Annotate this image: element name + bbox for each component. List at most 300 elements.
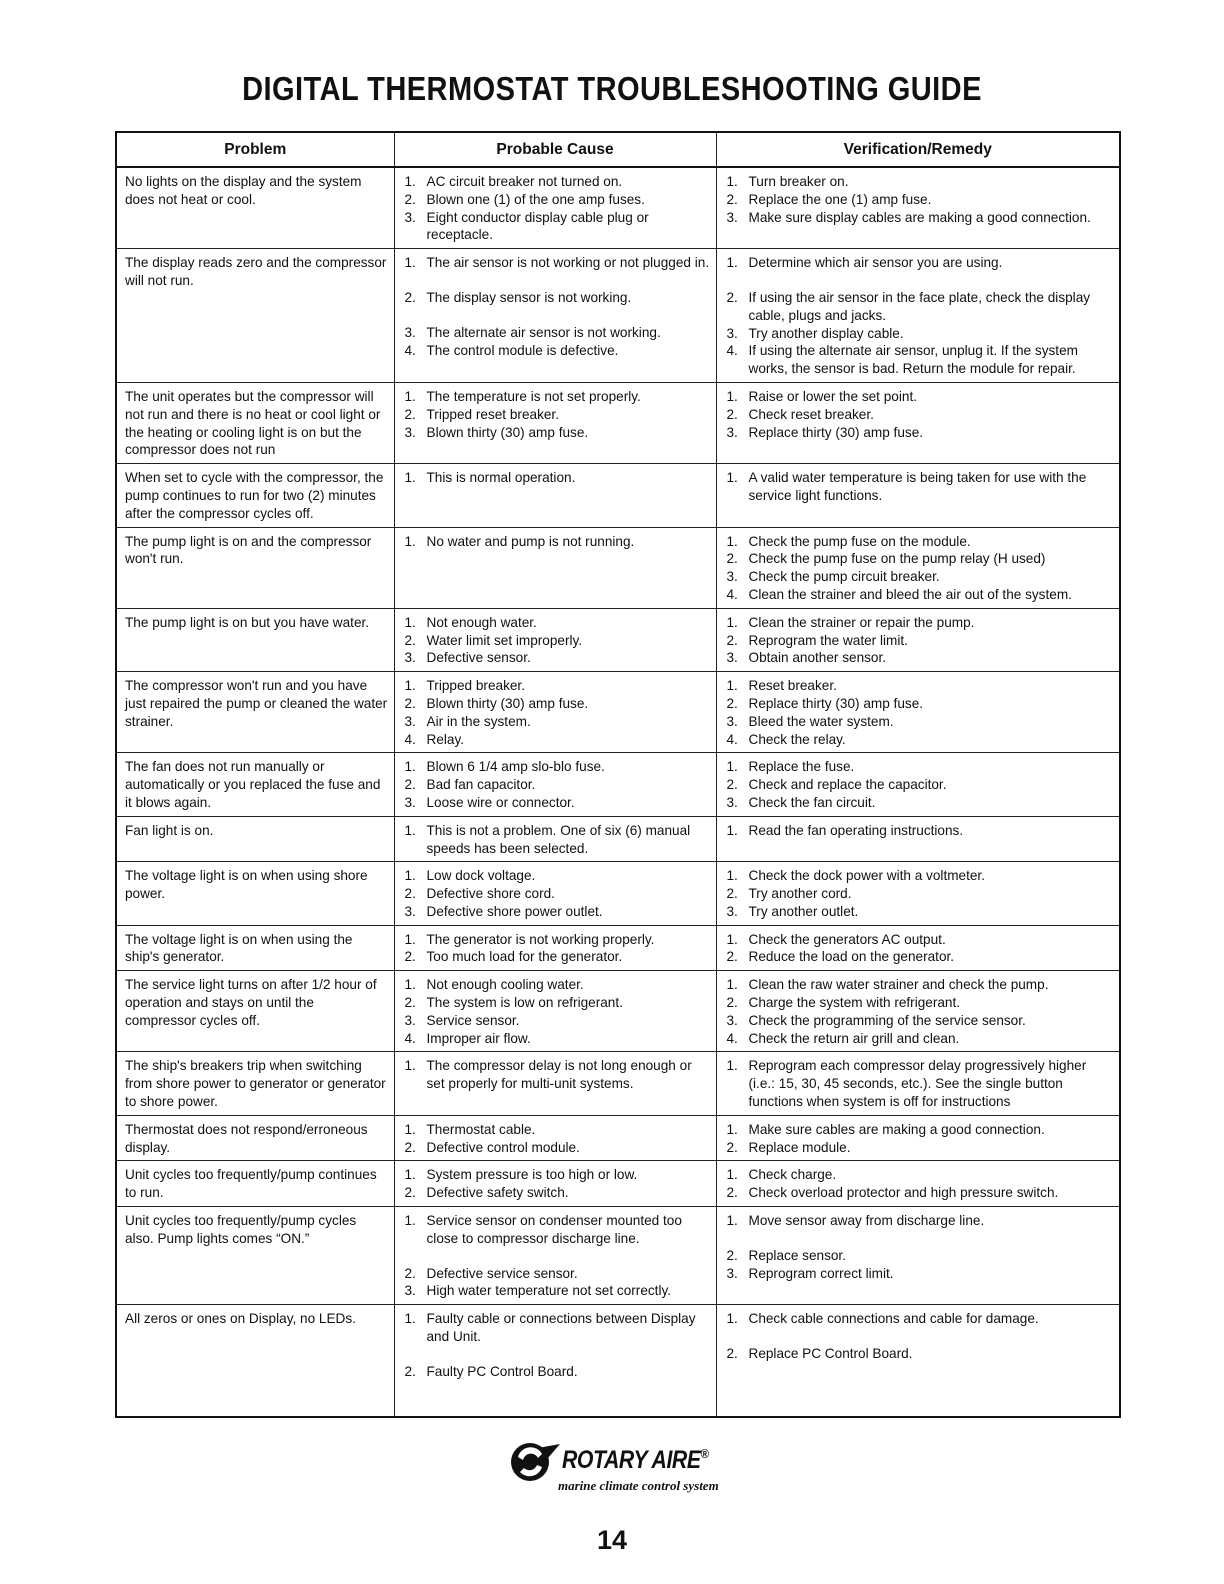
cause-cell — [394, 1115, 716, 1161]
item-number: 1. — [726, 931, 738, 947]
list-item — [725, 1057, 1114, 1110]
item-number: 3. — [726, 903, 738, 919]
list-item — [725, 325, 1114, 343]
remedy-cell — [716, 1052, 1120, 1115]
cause-cell — [394, 527, 716, 608]
cause-list — [403, 254, 710, 359]
list-item — [403, 867, 710, 885]
logo-emblem-icon — [508, 1438, 564, 1488]
item-number: 2. — [726, 695, 738, 711]
list-item — [403, 254, 710, 272]
page-number: 14 — [596, 1525, 628, 1555]
list-item — [725, 903, 1114, 921]
item-text: The compressor delay is not long enough or set properly for multi-unit systems. — [426, 1058, 692, 1092]
cause-list — [403, 533, 710, 551]
item-number: 1. — [404, 759, 416, 775]
remedy-list — [725, 1310, 1114, 1363]
item-number: 2. — [726, 1247, 738, 1263]
item-text: The temperature is not set properly. — [426, 388, 641, 404]
list-item — [403, 614, 710, 632]
cause-cell — [394, 1305, 716, 1417]
item-number: 3. — [726, 650, 738, 666]
item-number: 1. — [404, 388, 416, 404]
list-item — [403, 776, 710, 794]
cause-cell — [394, 167, 716, 249]
item-text: Not enough cooling water. — [426, 977, 584, 993]
item-number: 1. — [726, 1311, 738, 1327]
cause-cell — [394, 608, 716, 671]
item-text: Blown thirty (30) amp fuse. — [426, 695, 589, 711]
item-text: The system is low on refrigerant. — [426, 995, 623, 1011]
item-number: 2. — [404, 777, 416, 793]
item-number: 2. — [404, 1139, 416, 1155]
item-text: Faulty cable or connections between Display and Unit. — [426, 1311, 696, 1345]
item-number: 1. — [726, 759, 738, 775]
list-item — [403, 406, 710, 424]
item-text: Water limit set improperly. — [426, 632, 583, 648]
remedy-list — [725, 388, 1114, 441]
item-text: Reset breaker. — [748, 678, 837, 694]
rotary-aire-logo — [508, 1432, 748, 1500]
item-number: 1. — [726, 174, 738, 189]
item-text: Check charge. — [748, 1167, 837, 1183]
cause-list — [403, 867, 710, 920]
item-number: 1. — [726, 614, 738, 630]
list-item — [403, 209, 710, 245]
cause-cell — [394, 382, 716, 463]
item-number: 2. — [726, 191, 738, 207]
item-number: 2. — [404, 1265, 416, 1281]
item-text: Reduce the load on the generator. — [748, 949, 955, 965]
item-number: 2. — [726, 406, 738, 422]
item-number: 1. — [404, 931, 416, 947]
remedy-cell — [716, 925, 1120, 971]
list-item — [403, 1265, 710, 1283]
item-text: A valid water temperature is being taken for use with the service light functions. — [748, 470, 1087, 503]
item-number: 3. — [404, 650, 416, 666]
remedy-cell — [716, 672, 1120, 753]
remedy-cell — [716, 816, 1120, 862]
item-number: 1. — [726, 1058, 738, 1074]
item-number: 3. — [404, 1283, 416, 1299]
item-text: Make sure display cables are making a good connection. — [748, 209, 1091, 225]
item-number: 2. — [726, 289, 738, 305]
item-text: Determine which air sensor you are using. — [748, 255, 1003, 271]
list-item — [725, 1184, 1114, 1202]
item-number: 1. — [404, 174, 416, 189]
list-item — [725, 649, 1114, 667]
item-text: Reprogram each compressor delay progressively higher (i.e.: 15, 30, 45 seconds, etc.). See the single button functions when system is off for instructions — [748, 1058, 1087, 1110]
item-text: Check the pump fuse on the module. — [748, 533, 971, 549]
item-number: 1. — [726, 678, 738, 694]
cause-list — [403, 388, 710, 441]
item-number: 3. — [726, 1265, 738, 1281]
item-text: Replace sensor. — [748, 1247, 846, 1263]
item-number: 3. — [404, 713, 416, 729]
item-number: 1. — [404, 470, 416, 486]
list-item — [725, 173, 1114, 191]
item-text: Blown one (1) of the one amp fuses. — [426, 191, 645, 207]
list-item — [403, 1363, 710, 1381]
list-item — [403, 948, 710, 966]
item-text: Clean the raw water strainer and check the pump. — [748, 977, 1049, 993]
cause-list — [403, 614, 710, 667]
list-item — [403, 1166, 710, 1184]
list-item — [403, 469, 710, 487]
cause-list — [403, 976, 710, 1047]
table-row — [116, 608, 1120, 671]
list-item — [403, 713, 710, 731]
cause-cell — [394, 816, 716, 862]
list-item — [725, 254, 1114, 272]
item-number: 1. — [726, 470, 738, 486]
item-text: AC circuit breaker not turned on. — [426, 174, 623, 189]
list-item — [725, 713, 1114, 731]
cause-list — [403, 931, 710, 967]
item-text: If using the alternate air sensor, unplug it. If the system works, the sensor is bad. Return the module for repair. — [748, 343, 1078, 377]
item-number: 1. — [726, 388, 738, 404]
list-item — [403, 289, 710, 307]
item-text: Defective shore power outlet. — [426, 903, 603, 919]
remedy-list — [725, 758, 1114, 811]
item-text: The control module is defective. — [426, 342, 619, 358]
item-number: 1. — [404, 255, 416, 271]
list-item — [403, 1184, 710, 1202]
item-text: Check overload protector and high pressure switch. — [748, 1185, 1059, 1201]
table-row — [116, 464, 1120, 527]
item-text: Check cable connections and cable for damage. — [748, 1311, 1039, 1327]
item-number: 4. — [404, 731, 416, 747]
item-number: 2. — [726, 949, 738, 965]
table-row — [116, 925, 1120, 971]
item-number: 3. — [726, 794, 738, 810]
cause-list — [403, 1166, 710, 1202]
item-text: Service sensor on condenser mounted too close to compressor discharge line. — [426, 1213, 682, 1246]
table-row — [116, 527, 1120, 608]
table-row — [116, 971, 1120, 1052]
remedy-list — [725, 1166, 1114, 1202]
remedy-list — [725, 677, 1114, 748]
item-text: Check the relay. — [748, 731, 846, 747]
item-number: 1. — [726, 533, 738, 549]
remedy-cell — [716, 1305, 1120, 1417]
list-item — [725, 677, 1114, 695]
list-item — [725, 1121, 1114, 1139]
item-number: 1. — [404, 822, 416, 838]
table-row — [116, 1305, 1120, 1417]
cause-list — [403, 1121, 710, 1157]
list-item — [725, 191, 1114, 209]
table-row — [116, 167, 1120, 249]
problem-cell: No lights on the display and the system does not heat or cool. — [116, 167, 394, 249]
remedy-cell — [716, 971, 1120, 1052]
item-text: The generator is not working properly. — [426, 931, 655, 947]
problem-cell: All zeros or ones on Display, no LEDs. — [116, 1305, 394, 1417]
remedy-list — [725, 469, 1114, 505]
item-text: Try another outlet. — [748, 903, 859, 919]
list-item — [403, 822, 710, 858]
list-item — [403, 632, 710, 650]
item-text: Charge the system with refrigerant. — [748, 995, 961, 1011]
list-item — [725, 1139, 1114, 1157]
problem-cell: The service light turns on after 1/2 hour of operation and stays on until the compressor cycles off. — [116, 971, 394, 1052]
item-text: Read the fan operating instructions. — [748, 822, 964, 838]
cause-cell — [394, 1052, 716, 1115]
remedy-list — [725, 867, 1114, 920]
item-text: Defective sensor. — [426, 650, 531, 666]
list-item — [725, 614, 1114, 632]
item-number: 3. — [726, 325, 738, 341]
item-number: 4. — [726, 731, 738, 747]
table-row — [116, 1161, 1120, 1207]
list-item — [403, 533, 710, 551]
item-number: 2. — [726, 777, 738, 793]
item-number: 1. — [726, 1167, 738, 1183]
item-text: Low dock voltage. — [426, 868, 536, 884]
problem-cell: The ship's breakers trip when switching from shore power to generator or generator to shore power. — [116, 1052, 394, 1115]
item-number: 2. — [404, 1185, 416, 1201]
item-number: 2. — [726, 886, 738, 902]
remedy-list — [725, 1121, 1114, 1157]
item-number: 1. — [404, 1311, 416, 1327]
remedy-list — [725, 173, 1114, 226]
list-item — [725, 1265, 1114, 1283]
item-text: Check the programming of the service sensor. — [748, 1012, 1026, 1028]
list-item — [403, 324, 710, 342]
item-text: Bleed the water system. — [748, 713, 894, 729]
item-text: Loose wire or connector. — [426, 794, 575, 810]
list-item — [403, 1121, 710, 1139]
troubleshooting-table — [115, 131, 1121, 1418]
item-text: Replace the fuse. — [748, 759, 855, 775]
item-text: Thermostat cable. — [426, 1121, 536, 1137]
cause-cell — [394, 1161, 716, 1207]
list-item — [725, 289, 1114, 325]
list-item — [403, 1012, 710, 1030]
cause-list — [403, 173, 710, 244]
logo-tagline: marine climate control system — [558, 1478, 719, 1493]
item-number: 1. — [404, 533, 416, 549]
item-number: 1. — [726, 822, 738, 838]
problem-cell: The unit operates but the compressor will not run and there is no heat or cool light or the heating or cooling light is on but the compressor does not run — [116, 382, 394, 463]
list-item — [725, 469, 1114, 505]
list-item — [725, 976, 1114, 994]
table-row — [116, 249, 1120, 383]
item-number: 4. — [404, 1030, 416, 1046]
list-item — [725, 1012, 1114, 1030]
item-number: 3. — [404, 424, 416, 440]
list-item — [725, 632, 1114, 650]
cause-list — [403, 469, 710, 487]
remedy-cell — [716, 1161, 1120, 1207]
remedy-list — [725, 931, 1114, 967]
header-verification-remedy: Verification/Remedy — [716, 132, 1120, 167]
list-item — [725, 1310, 1114, 1328]
list-item — [725, 695, 1114, 713]
list-item — [403, 903, 710, 921]
cause-list — [403, 1310, 710, 1380]
item-text: Move sensor away from discharge line. — [748, 1213, 985, 1229]
item-number: 1. — [726, 255, 738, 271]
item-number: 1. — [404, 868, 416, 884]
list-item — [403, 173, 710, 191]
remedy-cell — [716, 167, 1120, 249]
item-text: No water and pump is not running. — [426, 533, 635, 549]
item-number: 3. — [726, 424, 738, 440]
problem-cell: When set to cycle with the compressor, the pump continues to run for two (2) minutes after the compressor cycles off. — [116, 464, 394, 527]
cause-list — [403, 822, 710, 858]
item-number: 1. — [404, 977, 416, 993]
item-text: Clean the strainer and bleed the air out of the system. — [748, 586, 1072, 602]
list-item — [403, 1057, 710, 1093]
item-text: Improper air flow. — [426, 1030, 531, 1046]
item-number: 1. — [404, 1213, 416, 1229]
list-item — [403, 677, 710, 695]
remedy-cell — [716, 382, 1120, 463]
list-item — [403, 885, 710, 903]
table-row — [116, 1207, 1120, 1305]
item-text: Replace module. — [748, 1139, 851, 1155]
item-text: Faulty PC Control Board. — [426, 1363, 578, 1379]
item-number: 2. — [726, 995, 738, 1011]
item-text: Check the return air grill and clean. — [748, 1030, 960, 1046]
list-item — [725, 758, 1114, 776]
item-text: Blown thirty (30) amp fuse. — [426, 424, 589, 440]
list-item — [725, 550, 1114, 568]
item-text: Replace the one (1) amp fuse. — [748, 191, 932, 207]
cause-cell — [394, 464, 716, 527]
item-text: Make sure cables are making a good connection. — [748, 1121, 1045, 1137]
list-item — [403, 191, 710, 209]
item-number: 2. — [404, 406, 416, 422]
item-number: 1. — [404, 1167, 416, 1183]
item-text: Defective safety switch. — [426, 1185, 569, 1201]
item-number: 1. — [404, 1058, 416, 1074]
table-row — [116, 672, 1120, 753]
item-text: The alternate air sensor is not working. — [426, 324, 661, 340]
item-text: Service sensor. — [426, 1012, 520, 1028]
list-item — [403, 1030, 710, 1048]
item-number: 2. — [404, 191, 416, 207]
list-item — [403, 424, 710, 442]
item-number: 2. — [404, 995, 416, 1011]
item-text: Replace PC Control Board. — [748, 1346, 913, 1362]
list-item — [725, 586, 1114, 604]
item-text: Defective shore cord. — [426, 886, 555, 902]
item-number: 3. — [726, 569, 738, 585]
item-number: 2. — [404, 1363, 416, 1379]
item-number: 3. — [404, 794, 416, 810]
item-text: High water temperature not set correctly. — [426, 1283, 672, 1299]
list-item — [725, 1166, 1114, 1184]
item-text: Check the fan circuit. — [748, 794, 876, 810]
header-probable-cause: Probable Cause — [394, 132, 716, 167]
cause-cell — [394, 925, 716, 971]
remedy-list — [725, 614, 1114, 667]
item-number: 2. — [404, 289, 416, 305]
item-number: 1. — [404, 614, 416, 630]
cause-cell — [394, 672, 716, 753]
list-item — [725, 1247, 1114, 1265]
list-item — [725, 1030, 1114, 1048]
table-row — [116, 382, 1120, 463]
list-item — [403, 342, 710, 360]
item-text: Check reset breaker. — [748, 406, 874, 422]
item-text: System pressure is too high or low. — [426, 1167, 638, 1183]
item-text: Tripped reset breaker. — [426, 406, 559, 422]
list-item — [403, 695, 710, 713]
item-text: Clean the strainer or repair the pump. — [748, 614, 975, 630]
item-number: 1. — [726, 977, 738, 993]
item-text: Reprogram correct limit. — [748, 1265, 894, 1281]
list-item — [725, 948, 1114, 966]
cause-cell — [394, 753, 716, 816]
problem-cell: Thermostat does not respond/erroneous display. — [116, 1115, 394, 1161]
logo-brand-name: ROTARY AIRE® — [562, 1446, 709, 1474]
remedy-cell — [716, 527, 1120, 608]
item-number: 1. — [404, 678, 416, 694]
item-text: This is not a problem. One of six (6) manual speeds has been selected. — [426, 822, 691, 856]
list-item — [403, 1310, 710, 1346]
cause-cell — [394, 971, 716, 1052]
page-title: DIGITAL THERMOSTAT TROUBLESHOOTING GUIDE — [242, 70, 982, 107]
item-text: Obtain another sensor. — [748, 650, 887, 666]
item-number: 3. — [404, 209, 416, 225]
remedy-cell — [716, 862, 1120, 925]
item-text: Replace thirty (30) amp fuse. — [748, 424, 924, 440]
list-item — [403, 649, 710, 667]
remedy-cell — [716, 464, 1120, 527]
list-item — [725, 406, 1114, 424]
item-text: If using the air sensor in the face plate, check the display cable, plugs and jacks. — [748, 289, 1091, 323]
problem-cell: The fan does not run manually or automatically or you replaced the fuse and it blows again. — [116, 753, 394, 816]
item-text: The display sensor is not working. — [426, 289, 632, 305]
problem-cell: The pump light is on and the compressor won't run. — [116, 527, 394, 608]
remedy-list — [725, 1057, 1114, 1110]
cause-cell — [394, 249, 716, 383]
cause-list — [403, 677, 710, 748]
item-number: 4. — [726, 343, 738, 359]
remedy-list — [725, 533, 1114, 604]
item-number: 3. — [726, 713, 738, 729]
item-text: Replace thirty (30) amp fuse. — [748, 695, 924, 711]
problem-cell: Unit cycles too frequently/pump cycles also. Pump lights comes “ON.” — [116, 1207, 394, 1305]
cause-list — [403, 1212, 710, 1300]
list-item — [403, 388, 710, 406]
list-item — [403, 1139, 710, 1157]
item-number: 2. — [404, 632, 416, 648]
list-item — [725, 342, 1114, 378]
item-number: 3. — [726, 1012, 738, 1028]
item-number: 3. — [404, 1012, 416, 1028]
remedy-cell — [716, 753, 1120, 816]
item-text: Relay. — [426, 731, 465, 747]
item-number: 4. — [726, 586, 738, 602]
item-text: Air in the system. — [426, 713, 531, 729]
list-item — [725, 822, 1114, 840]
table-row — [116, 1115, 1120, 1161]
cause-cell — [394, 1207, 716, 1305]
item-text: Check the generators AC output. — [748, 931, 946, 947]
list-item — [403, 794, 710, 812]
item-text: Not enough water. — [426, 614, 537, 630]
item-text: Reprogram the water limit. — [748, 632, 908, 648]
item-text: Blown 6 1/4 amp slo-blo fuse. — [426, 759, 605, 775]
item-number: 2. — [726, 1139, 738, 1155]
item-text: Defective control module. — [426, 1139, 580, 1155]
item-number: 2. — [726, 551, 738, 567]
item-number: 1. — [726, 1121, 738, 1137]
